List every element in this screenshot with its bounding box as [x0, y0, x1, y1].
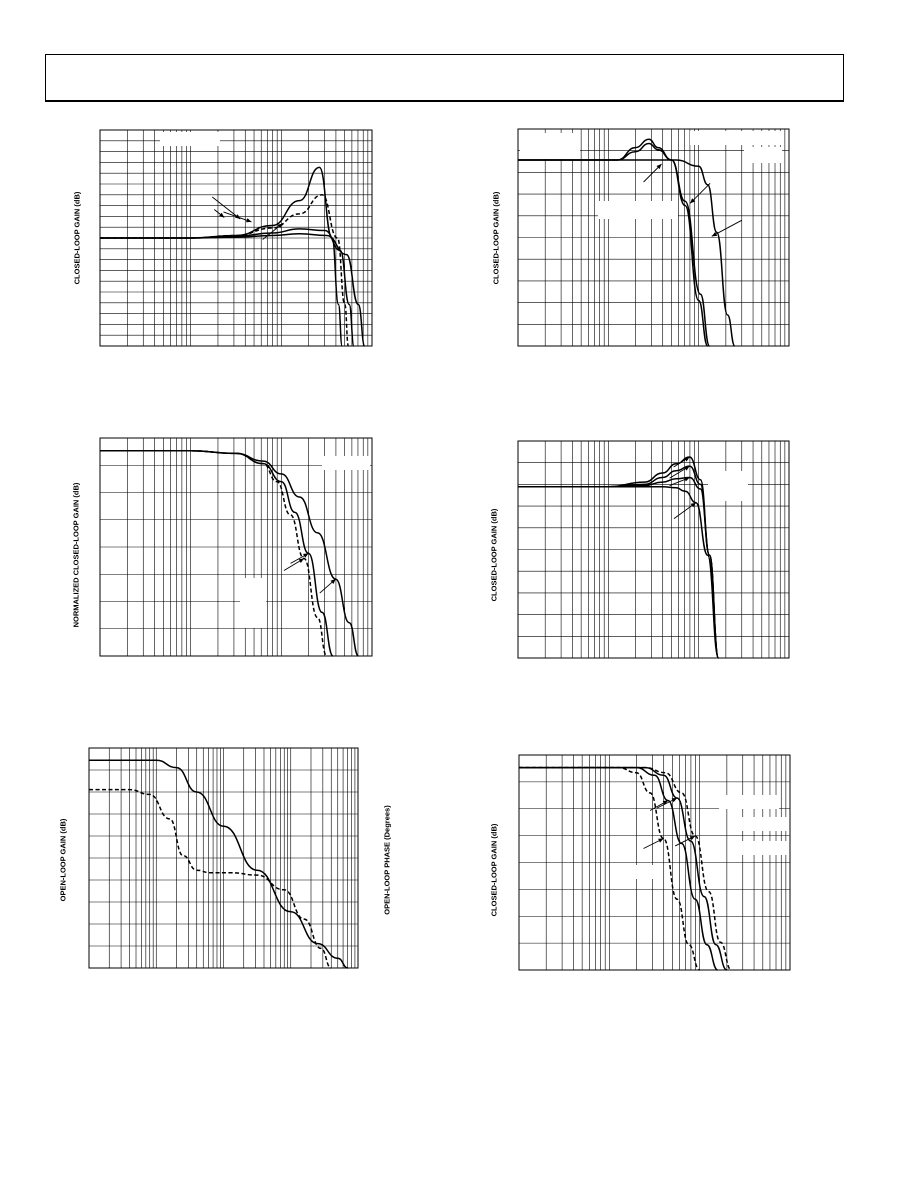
chart4-arrow-head [684, 466, 689, 470]
chart2-series-2-line [518, 144, 708, 347]
chart1-annotation-arrow [212, 197, 240, 219]
chart4-annotation-arrow [674, 457, 690, 467]
chart6-label-mask [729, 841, 789, 855]
chart6-plot [519, 755, 790, 970]
chart3-label-mask [322, 456, 370, 470]
chart3-annotation-arrow [291, 553, 309, 563]
chart2-series-1-line [518, 139, 710, 346]
page-header-box [45, 54, 844, 102]
chart2-y-axis-label: CLOSED-LOOP GAIN (dB) [491, 191, 501, 285]
chart3-plot [100, 438, 372, 656]
chart4-grid [518, 441, 789, 658]
chart6-y-axis-label: CLOSED-LOOP GAIN (dB) [489, 823, 499, 917]
chart4-series-2-line [518, 466, 719, 658]
chart1-y-axis-label: CLOSED-LOOP GAIN (dB) [72, 191, 82, 285]
chart1-arrow-shaft [212, 197, 240, 219]
chart2-annotation-arrow [690, 183, 710, 203]
chart2-plot [518, 129, 789, 346]
chart4-arrow-head [691, 503, 696, 508]
chart4-series-3-line [518, 478, 719, 659]
chart4-plot [518, 441, 789, 658]
chart6-grid [519, 755, 790, 970]
chart4-y-axis-label: CLOSED-LOOP GAIN (dB) [489, 508, 499, 602]
chart1-plot [100, 130, 372, 346]
chart4-series-4-line [518, 487, 719, 658]
chart6-label-mask [719, 795, 779, 809]
chart1-series-4-line [100, 234, 365, 346]
chart3-label-mask [240, 578, 266, 628]
chart1-label-mask [160, 132, 220, 146]
chart5-y2-axis-label: OPEN-LOOP PHASE (Degrees) [382, 805, 392, 915]
chart2-annotation-arrow [712, 220, 742, 236]
chart2-label-mask [744, 147, 782, 163]
chart6-label-mask [729, 817, 789, 831]
chart1-series-1-line [100, 167, 342, 346]
chart4-arrow-head [684, 477, 689, 481]
chart3-series-1-line [100, 451, 358, 656]
chart6-annotation-arrow [644, 838, 664, 848]
chart3-grid [100, 438, 372, 656]
chart4-label-mask [708, 471, 748, 501]
chart2-arrow-shaft [712, 220, 742, 236]
chart1-series-3-line [100, 229, 354, 346]
chart3-series-3-line [100, 451, 333, 656]
chart5-y-axis-label: OPEN-LOOP GAIN (dB) [58, 818, 68, 902]
chart2-label-mask [520, 133, 580, 159]
chart2-annotation-arrow [644, 164, 662, 182]
chart6-label-mask [627, 865, 661, 879]
chart5-series-2-line [89, 790, 331, 968]
chart5-plot [89, 748, 358, 968]
chart2-label-mask [690, 131, 784, 145]
chart3-annotation-arrow [320, 579, 336, 593]
chart5-series-1-line [89, 760, 348, 968]
chart2-label-mask [598, 201, 678, 219]
chart3-y-axis-label: NORMALIZED CLOSED-LOOP GAIN (dB) [71, 482, 81, 628]
chart3-series-2-line [100, 451, 327, 656]
chart5-grid [89, 748, 358, 968]
chart1-arrow-head [246, 218, 251, 222]
chart3-annotation-arrow [284, 559, 304, 571]
chart3-arrow-head [299, 559, 304, 563]
chart6-series-2-line [519, 768, 718, 970]
